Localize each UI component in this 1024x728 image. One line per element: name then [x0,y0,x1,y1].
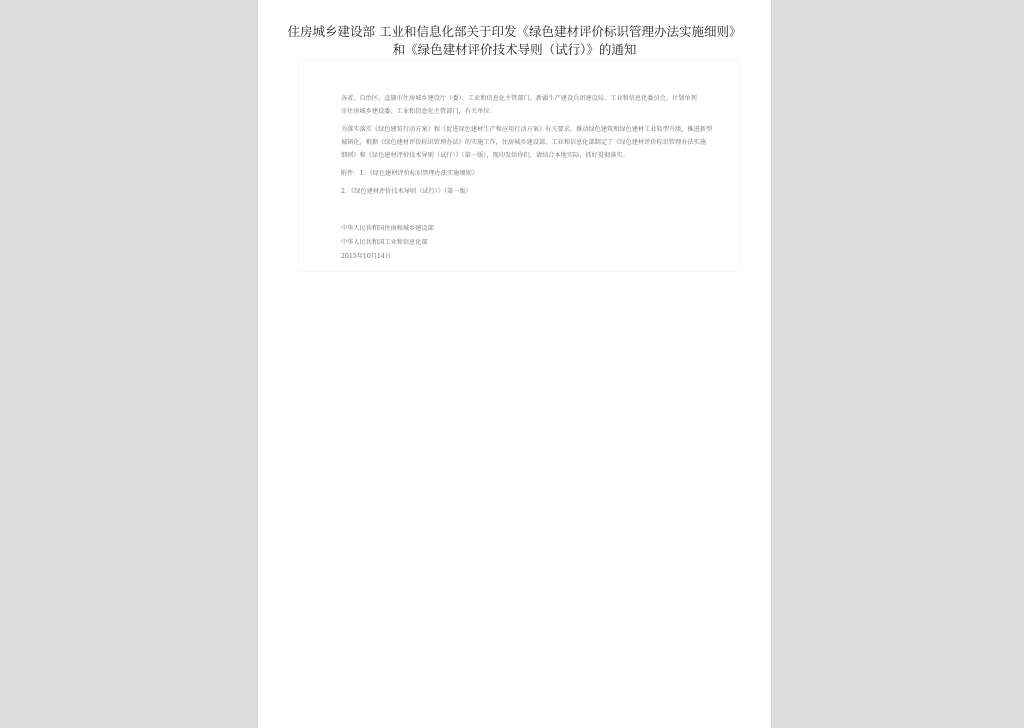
document-title-line-1: 住房城乡建设部 工业和信息化部关于印发《绿色建材评价标识管理办法实施细则》 [287,24,742,39]
signer-ministry-industry: 中华人民共和国工业和信息化部 [341,239,428,246]
salutation-line-2: 市住房城乡建设委、工业和信息化主管部门，有关单位： [341,108,496,115]
attachment-item-2: 2．《绿色建材评价技术导则（试行）》（第一版） [341,188,472,195]
paragraph-line-3: 细则》和《绿色建材评价技术导则（试行）》（第一版），现印发给你们，请结合本地实际，抓好贯彻落实。 [341,152,629,159]
paragraph-line-2: 城镇化，根据《绿色建材评价标识管理办法》的实施工作，住房城乡建设部、工业和信息化部制定了《绿色建材评价标识管理办法实施 [341,139,707,146]
document-page [258,0,771,728]
signer-ministry-housing: 中华人民共和国住房和城乡建设部 [341,225,434,232]
document-date: 2015年10月14日 [341,253,392,260]
salutation-line-1: 各省、自治区、直辖市住房城乡建设厅（委）、工业和信息化主管部门，新疆生产建设兵团建设局、工业和信息化委员会，计划单列 [341,95,697,102]
paragraph-line-1: 为落实落实《绿色建筑行动方案》和《促进绿色建材生产和应用行动方案》有关要求，推动绿色建筑和绿色建材工业转型升级，推进新型 [341,126,713,133]
document-title-line-2: 和《绿色建材评价技术导则（试行）》的通知 [392,42,637,57]
attachment-item-1: 附件：1．《绿色建材评价标识管理办法实施细则》 [341,170,478,177]
